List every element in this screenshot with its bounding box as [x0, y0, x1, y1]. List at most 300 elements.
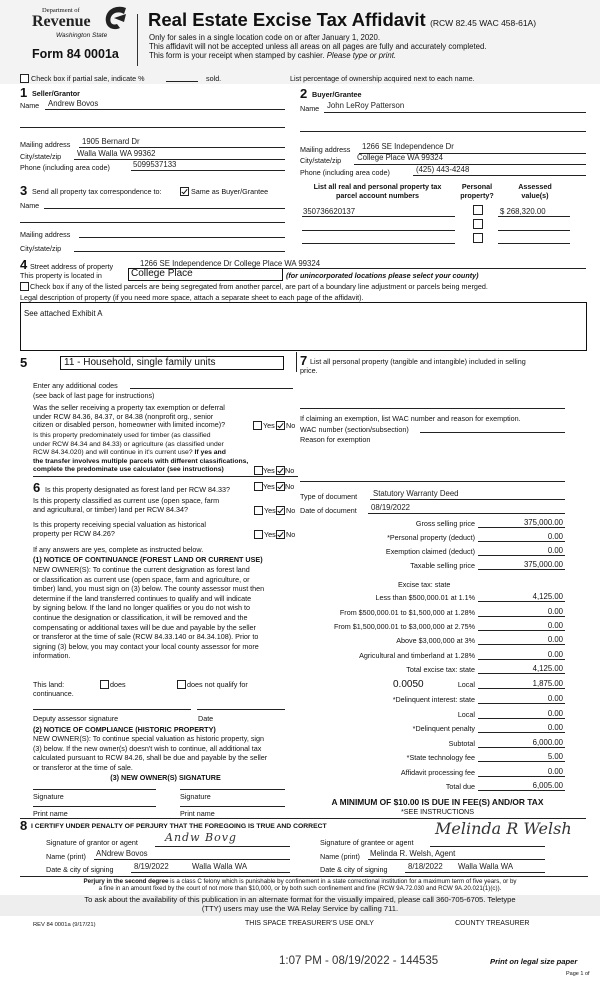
section-8-bottom-divider [20, 876, 588, 877]
perjury-notice [0, 878, 600, 892]
seller-phone-line [131, 170, 285, 171]
fee-label: Subtotal [448, 739, 475, 748]
notice-line: continue the designation or classification, it will be removed and the [33, 612, 248, 622]
grantee-name-label: Name (print) [320, 852, 360, 861]
personal-property-checkbox-3[interactable] [473, 233, 483, 243]
fee-label: *Personal property (deduct) [387, 533, 475, 542]
fee-label: Agricultural and timberland at 1.28% [359, 651, 475, 660]
location-select[interactable] [128, 268, 283, 281]
notice-2-title: (2) NOTICE OF COMPLIANCE (HISTORIC PROPERTY) [33, 725, 216, 734]
fee-line [478, 732, 565, 733]
new-owner-print-name-1[interactable] [33, 806, 156, 807]
notice-line: compensating or additional taxes will be due and payable by the seller [33, 622, 256, 632]
column-divider [296, 352, 297, 372]
no-label: No [286, 506, 296, 515]
print-name-label: Print name [33, 809, 68, 818]
current-use-no-checkbox[interactable] [276, 506, 285, 515]
grantor-city-field[interactable]: Walla Walla WA [192, 862, 248, 871]
seller-phone-field[interactable]: 5099537133 [133, 160, 177, 169]
logo-revenue-text: Revenue [32, 13, 91, 30]
treasurer-timestamp: 1:07 PM - 08/19/2022 - 144535 [279, 955, 439, 967]
fee-row [300, 739, 565, 750]
parcel-header-assessed [500, 182, 570, 200]
fee-row [300, 753, 565, 764]
yes-label: Yes [263, 482, 275, 491]
seller-name-label: Name [20, 101, 40, 110]
alt-format-line-1: To ask about the availability of this publication in an alternate format for the visually impaired, please call 360-705-6705. Teletype [84, 895, 516, 904]
fee-row [300, 695, 565, 706]
doc-date-field[interactable]: 08/19/2022 [371, 503, 411, 512]
timber-no-checkbox[interactable] [276, 466, 285, 475]
fee-value-field[interactable]: 375,000.00 [523, 560, 563, 569]
local-rate-field[interactable]: 0.0050 [393, 679, 424, 690]
fee-value-field[interactable]: 0.00 [547, 635, 563, 644]
fee-line [478, 601, 565, 602]
grantor-signature[interactable]: Andw Bovg [165, 831, 237, 844]
section-3-number: 3 [20, 183, 28, 198]
grantor-signature-line [155, 846, 290, 847]
new-owner-signature-2[interactable] [180, 789, 285, 790]
located-in-label: This property is located in [20, 271, 102, 280]
assessed-header-line2: value(s) [521, 191, 549, 200]
grantee-date-field[interactable]: 8/18/2022 [408, 862, 443, 871]
fee-line [478, 688, 565, 689]
parcel-account-2[interactable] [302, 230, 455, 231]
seller-name-field[interactable]: Andrew Bovos [48, 99, 99, 108]
q2-line [33, 449, 248, 458]
q2-line: Is this property predominately used for timber (as classified [33, 432, 211, 439]
legal-description-value: See attached Exhibit A [24, 309, 103, 318]
partial-percent-field[interactable] [166, 81, 198, 82]
seller-city-label: City/state/zip [20, 152, 62, 161]
q2-line: under RCW 84.34 and 84.33) or agriculture (as classified under [33, 440, 224, 448]
buyer-name-label: Name [300, 104, 320, 113]
yes-label: Yes [263, 421, 275, 430]
wac-number-field[interactable] [420, 432, 565, 433]
fee-row [300, 636, 565, 647]
header-line-1: Only for sales in a single location code on or after January 1, 2020. [149, 33, 381, 42]
personal-property-checkbox-1[interactable] [473, 205, 483, 215]
notice-2-text [33, 734, 267, 772]
forest-land-question: Is this property designated as forest land per RCW 84.33? [45, 485, 230, 494]
reason-label: Reason for exemption [300, 435, 371, 444]
additional-codes-label: Enter any additional codes [33, 381, 118, 390]
seller-mailing-line [79, 147, 285, 148]
seller-city-field[interactable]: Walla Walla WA 99362 [77, 149, 156, 158]
deputy-date-field[interactable] [197, 709, 285, 710]
fee-value-field[interactable]: 0.00 [547, 723, 563, 732]
fee-label: Gross selling price [415, 519, 475, 528]
yes-label: Yes [264, 506, 276, 515]
exemption-label: If claiming an exemption, list WAC number and reason for exemption. [300, 414, 521, 423]
parcel-account-1[interactable]: 350736620137 [303, 207, 356, 216]
no-label: No [286, 421, 296, 430]
fee-line [478, 569, 565, 570]
fee-label: Local [457, 680, 475, 689]
fee-row [300, 680, 565, 691]
section-4-number: 4 [20, 257, 28, 272]
notice-line: NEW OWNER(S): To continue special valuation as historic property, sign [33, 734, 265, 743]
section-5-number: 5 [20, 355, 28, 370]
section-7-number: 7 [300, 353, 308, 368]
logo-dept-text: Department of [42, 7, 80, 14]
buyer-mailing-label: Mailing address [300, 145, 351, 154]
grantor-name-field[interactable]: ANdrew Bovos [96, 849, 148, 858]
title-rcw-ref: (RCW 82.45 WAC 458-61A) [430, 18, 537, 28]
assessed-value-2[interactable] [498, 230, 570, 231]
q2-text: RCW 84.34.020) and will continue in it's current use? [33, 449, 193, 456]
doc-type-field[interactable]: Statutory Warranty Deed [373, 489, 459, 498]
doc-date-line [368, 513, 565, 514]
form-revision: REV 84 0001a (9/17/21) [33, 922, 96, 928]
assessed-value-1[interactable]: $ 268,320.00 [500, 207, 546, 216]
treasurer-use-label: THIS SPACE TREASURER'S USE ONLY [245, 920, 374, 927]
seller-city-line [74, 159, 285, 160]
q1-line: citizen or disabled person, homeowner with limited income)? [33, 420, 226, 429]
notice-line: or transferor at the time of sale (RCW 84.33.140 or 84.34.108). Prior to [33, 632, 259, 642]
buyer-phone-line [413, 175, 586, 176]
fee-row [300, 768, 565, 779]
seller-mailing-field[interactable]: 1905 Bernard Dr [82, 137, 140, 146]
title-text: Real Estate Excise Tax Affidavit [148, 9, 426, 30]
land-use-code-value: 11 - Household, single family units [64, 357, 216, 368]
fee-value-field[interactable]: 0.00 [547, 709, 563, 718]
q-line: property per RCW 84.26? [33, 529, 115, 538]
fee-value-field[interactable]: 0.00 [547, 607, 563, 616]
perjury-bold: Perjury in the second degree [83, 878, 169, 885]
fee-value-field[interactable]: 4,125.00 [532, 664, 563, 673]
alt-format-line-2: (TTY) users may use the WA Relay Service by calling 711. [201, 903, 399, 913]
grantor-signature-label: Signature of grantor or agent [46, 838, 138, 847]
fee-line [478, 616, 565, 617]
notice-1-text [33, 565, 264, 661]
q1-line: Was the seller receiving a property tax exemption or deferral [33, 403, 225, 412]
fee-label: Total excise tax: state [406, 665, 475, 674]
fee-row [300, 710, 565, 721]
receipt-note: This form is your receipt when stamped by cashier. [149, 51, 325, 60]
segregated-label: Check box if any of the listed parcels are being segregated from another parcel, are part of a boundary line adjustment or parcels being merged. [30, 282, 488, 291]
timber-yes-checkbox[interactable] [254, 466, 263, 475]
fee-row [300, 593, 565, 604]
q2-bold: the transfer involves multiple parcels with different classifications, [33, 457, 249, 465]
perjury-line-2: a fine in an amount fixed by the court of not more than $10,000, or by both such confinement and fine (RCW 9A.72.030 and RCW 9A.20.021(1)(c)). [98, 885, 502, 892]
grantor-name-line [94, 859, 290, 860]
fee-value-field[interactable]: 0.00 [547, 767, 563, 776]
fee-line [478, 718, 565, 719]
fee-label: Local [457, 710, 475, 719]
same-as-buyer-label: Same as Buyer/Grantee [191, 187, 269, 196]
fee-row [300, 782, 565, 793]
forest-yes-checkbox[interactable] [254, 482, 263, 491]
fee-line [478, 703, 565, 704]
exemption-question [33, 404, 225, 430]
notice-line: or classification as current use (open space, farm and agriculture, or [33, 574, 250, 584]
fee-line [478, 527, 565, 528]
notice-line: determine if the land transferred continues to qualify and will indicate [33, 593, 252, 603]
no-label: No [286, 530, 296, 539]
historical-yes-checkbox[interactable] [254, 530, 263, 539]
assessed-line-1 [498, 216, 570, 217]
header-divider [137, 14, 138, 66]
deputy-signature-field[interactable] [33, 709, 191, 710]
grantor-date-label: Date & city of signing [46, 865, 114, 874]
see-instructions-note: *SEE INSTRUCTIONS [400, 807, 475, 816]
new-owner-print-name-2[interactable] [180, 806, 285, 807]
deputy-signature-label: Deputy assessor signature [33, 714, 119, 723]
assessed-header-line1: Assessed [518, 182, 552, 191]
additional-codes-field[interactable] [130, 388, 293, 389]
fee-label: Affidavit processing fee [400, 768, 475, 777]
buyer-city-line [354, 164, 586, 165]
grantor-name-label: Name (print) [46, 852, 86, 861]
parcel-header-accounts [300, 182, 455, 200]
signature-label: Signature [180, 792, 211, 801]
location-value: College Place [131, 268, 193, 279]
parcel-header-line1: List all real and personal property tax [313, 182, 442, 191]
corr-name-field[interactable] [44, 208, 285, 209]
does-label: does [110, 680, 126, 689]
fee-label: Less than $500,000.01 at 1.1% [375, 593, 475, 602]
fee-line [478, 747, 565, 748]
does-not-qualify-checkbox[interactable] [177, 680, 186, 689]
same-as-buyer-checkbox[interactable] [180, 187, 189, 196]
grantee-date-label: Date & city of signing [320, 865, 388, 874]
fee-value-field[interactable]: 0.00 [547, 532, 563, 541]
q2-bold: If yes and [194, 449, 226, 456]
personal-property-checkbox-2[interactable] [473, 219, 483, 229]
personal-header-line2: property? [460, 191, 494, 200]
type-or-print-note: Please type or print. [326, 51, 397, 60]
seller-heading: Seller/Grantor [32, 89, 80, 98]
county-treasurer-label: COUNTY TREASURER [455, 920, 530, 927]
segregated-checkbox[interactable] [20, 282, 29, 291]
fee-label: From $1,500,000.01 to $3,000,000 at 2.75% [333, 622, 475, 631]
buyer-heading: Buyer/Grantee [312, 90, 362, 99]
fee-value-field[interactable]: 4,125.00 [532, 592, 563, 601]
form-number: Form 84 0001a [32, 47, 119, 61]
partial-sale-checkbox[interactable] [20, 74, 29, 83]
street-address-field[interactable]: 1266 SE Independence Dr College Place WA 99324 [140, 259, 321, 268]
fee-value-field[interactable]: 5.00 [547, 752, 563, 761]
buyer-name-line [324, 112, 586, 113]
personal-header-line1: Personal [461, 182, 493, 191]
timber-question [33, 432, 248, 475]
forest-no-checkbox[interactable] [276, 482, 285, 491]
q-line: Is this property classified as current use (open space, farm [33, 496, 220, 505]
exemption-yes-checkbox[interactable] [253, 421, 262, 430]
notice-line: NEW OWNER(S): To continue the current designation as forest land [33, 565, 250, 574]
section-1-number: 1 [20, 85, 28, 100]
seller-phone-label: Phone (including area code) [20, 163, 110, 172]
corr-mailing-field[interactable] [79, 237, 285, 238]
additional-codes-note: (see back of last page for instructions) [33, 391, 155, 400]
buyer-phone-field[interactable]: (425) 443-4248 [416, 165, 470, 174]
print-name-label: Print name [180, 809, 215, 818]
parcel-header-line2: parcel account numbers [335, 191, 420, 200]
located-note: (for unincorporated locations please select your county) [286, 271, 479, 280]
street-address-label: Street address of property [30, 262, 114, 271]
new-owner-signature-1[interactable] [33, 789, 156, 790]
instructions-note: If any answers are yes, complete as instructed below. [33, 545, 204, 554]
doc-date-label: Date of document [300, 506, 357, 515]
legal-description-field[interactable] [20, 302, 587, 351]
excise-tax-heading: Excise tax: state [398, 580, 451, 589]
grantee-signature-line [430, 846, 545, 847]
personal-property-field[interactable] [300, 408, 565, 409]
fee-row [300, 547, 565, 558]
does-qualify-checkbox[interactable] [100, 680, 109, 689]
certify-statement: I CERTIFY UNDER PENALTY OF PERJURY THAT THE FOREGOING IS TRUE AND CORRECT [31, 823, 327, 830]
grantee-signature[interactable]: Melinda R Welsh [435, 819, 572, 838]
current-use-question [33, 496, 219, 514]
fee-line [478, 790, 565, 791]
historical-question [33, 520, 206, 538]
corr-city-field[interactable] [74, 251, 285, 252]
fee-value-field[interactable]: 0.00 [547, 694, 563, 703]
fee-line [478, 659, 565, 660]
current-use-yes-checkbox[interactable] [254, 506, 263, 515]
fee-label: Above $3,000,000 at 3% [396, 636, 475, 645]
fee-label: *Delinquent penalty [412, 724, 475, 733]
notice-line: by signing below. If the land no longer qualifies or you do not wish to [33, 603, 250, 613]
fee-row [300, 519, 565, 530]
notice-line: timber) land, you must sign on (3) below. The county assessor must then [33, 584, 265, 594]
corr-name-field-2[interactable] [20, 222, 285, 223]
notice-line: signing (3) below, you may contact your local county assessor for more [33, 641, 259, 651]
notice-1-title: (1) NOTICE OF CONTINUANCE (FOREST LAND OR CURRENT USE) [33, 555, 263, 564]
fee-row [300, 651, 565, 662]
correspondence-label: Send all property tax correspondence to: [32, 187, 162, 196]
parcel-account-3[interactable] [302, 243, 455, 244]
fee-label: Total due [445, 782, 475, 791]
buyer-name-field[interactable]: John LeRoy Patterson [327, 101, 405, 110]
fee-line [478, 555, 565, 556]
fee-value-field[interactable]: 0.00 [547, 650, 563, 659]
deputy-date-label: Date [198, 714, 214, 723]
fee-value-field[interactable]: 375,000.00 [523, 518, 563, 527]
fee-value-field[interactable]: 0.00 [547, 621, 563, 630]
partial-sale-label: Check box if partial sale, indicate % [31, 74, 145, 83]
land-use-code-select[interactable] [60, 356, 284, 370]
yes-label: Yes [263, 466, 275, 475]
notice-line: calculated pursuant to RCW 84.26, shall be due and payable by the seller [33, 753, 268, 762]
doc-type-line [370, 499, 565, 500]
grantor-date-field[interactable]: 8/19/2022 [134, 862, 169, 871]
seller-mailing-label: Mailing address [20, 140, 71, 149]
fee-line [478, 644, 565, 645]
grantee-city-field[interactable]: Walla Walla WA [458, 862, 514, 871]
seller-name-line-2[interactable] [20, 127, 285, 128]
buyer-phone-label: Phone (including area code) [300, 168, 390, 177]
seller-name-line [45, 109, 285, 110]
buyer-name-line-2[interactable] [300, 131, 586, 132]
section-8-number: 8 [20, 818, 28, 833]
fee-value-field[interactable]: 6,000.00 [532, 738, 563, 747]
grantee-date-line [405, 872, 545, 873]
fee-line [478, 673, 565, 674]
historical-no-checkbox[interactable] [276, 530, 285, 539]
fee-value-field[interactable]: 0.00 [547, 546, 563, 555]
legal-description-label: Legal description of property (if you need more space, attach a separate sheet to each page of the affidavit). [20, 293, 364, 302]
alt-format-notice [0, 896, 600, 913]
fee-label: *Delinquent interest: state [392, 695, 475, 704]
fee-line [478, 541, 565, 542]
q2-bold: complete the predominate use calculator (see instructions) [33, 466, 224, 473]
reason-field[interactable] [300, 481, 565, 482]
corr-name-label: Name [20, 201, 40, 210]
doc-type-label: Type of document [300, 492, 358, 501]
print-legal-note: Print on legal size paper [490, 957, 578, 966]
does-not-label: does not qualify for [187, 680, 248, 689]
logo-state-text: Washington State [56, 32, 108, 39]
page-number: Page 1 of [566, 971, 590, 977]
grantee-signature-label: Signature of grantee or agent [320, 838, 414, 847]
minimum-due-note: A MINIMUM OF $10.00 IS DUE IN FEE(S) AND/OR TAX [331, 797, 544, 807]
assessed-value-3[interactable] [498, 243, 570, 244]
fee-label: Taxable selling price [410, 561, 475, 570]
exemption-no-checkbox[interactable] [276, 421, 285, 430]
this-land-label: This land: [33, 680, 65, 689]
fee-value-field[interactable]: 6,005.00 [532, 781, 563, 790]
fee-line [478, 761, 565, 762]
fee-label: *State technology fee [406, 753, 475, 762]
personal-property-label-2: price. [300, 366, 318, 375]
parcel-header-personal [459, 182, 495, 200]
personal-property-label: List all personal property (tangible and intangible) included in selling [310, 357, 526, 366]
corr-city-label: City/state/zip [20, 244, 62, 253]
new-owner-signature-heading: (3) NEW OWNER(S) SIGNATURE [110, 773, 221, 782]
buyer-city-field[interactable]: College Place WA 99324 [357, 153, 443, 162]
fee-row [300, 724, 565, 735]
form-title [148, 9, 536, 31]
q1-line: under RCW 84.36, 84.37, or 84.38 (nonprofit org., senior [33, 411, 214, 421]
corr-mailing-label: Mailing address [20, 230, 71, 239]
yes-label: Yes [264, 530, 276, 539]
fee-line [478, 776, 565, 777]
perjury-line-1 [0, 878, 600, 885]
notice-line: information. [33, 651, 71, 661]
no-label: No [285, 466, 295, 475]
grantor-date-line [131, 872, 290, 873]
buyer-mailing-field[interactable]: 1266 SE Independence Dr [362, 142, 454, 151]
section-6-number: 6 [33, 480, 41, 495]
dor-swirl-icon [100, 4, 130, 32]
continuance-label: continuance. [33, 689, 74, 698]
q-line: Is this property receiving special valuation as historical [33, 520, 206, 529]
partial-sale-suffix: sold. [206, 74, 222, 83]
buyer-city-label: City/state/zip [300, 156, 342, 165]
wac-label: WAC number (section/subsection) [300, 425, 409, 434]
fee-row [300, 622, 565, 633]
header-line-3 [149, 51, 396, 60]
dor-logo [30, 4, 132, 66]
fee-label: From $500,000.01 to $1,500,000 at 1.28% [339, 608, 475, 617]
notice-line: (3) below. If the new owner(s) doesn't wish to continue, all additional tax [33, 743, 262, 753]
fee-row [300, 608, 565, 619]
fee-row [300, 533, 565, 544]
fee-value-field[interactable]: 1,875.00 [532, 679, 563, 688]
notice-line: or transferor at the time of sale. [33, 762, 133, 772]
fee-row [300, 665, 565, 676]
q-line: and agricultural, or timber) land per RCW 84.34? [33, 505, 189, 514]
section-5-divider [33, 476, 298, 477]
fee-label: Exemption claimed (deduct) [385, 547, 475, 556]
section-2-number: 2 [300, 86, 308, 101]
header-line-2: This affidavit will not be accepted unless all areas on all pages are fully and accurately completed. [149, 42, 487, 51]
ownership-note: List percentage of ownership acquired next to each name. [290, 74, 475, 83]
fee-line [478, 630, 565, 631]
grantee-name-field[interactable]: Melinda R. Welsh, Agent [370, 849, 456, 858]
